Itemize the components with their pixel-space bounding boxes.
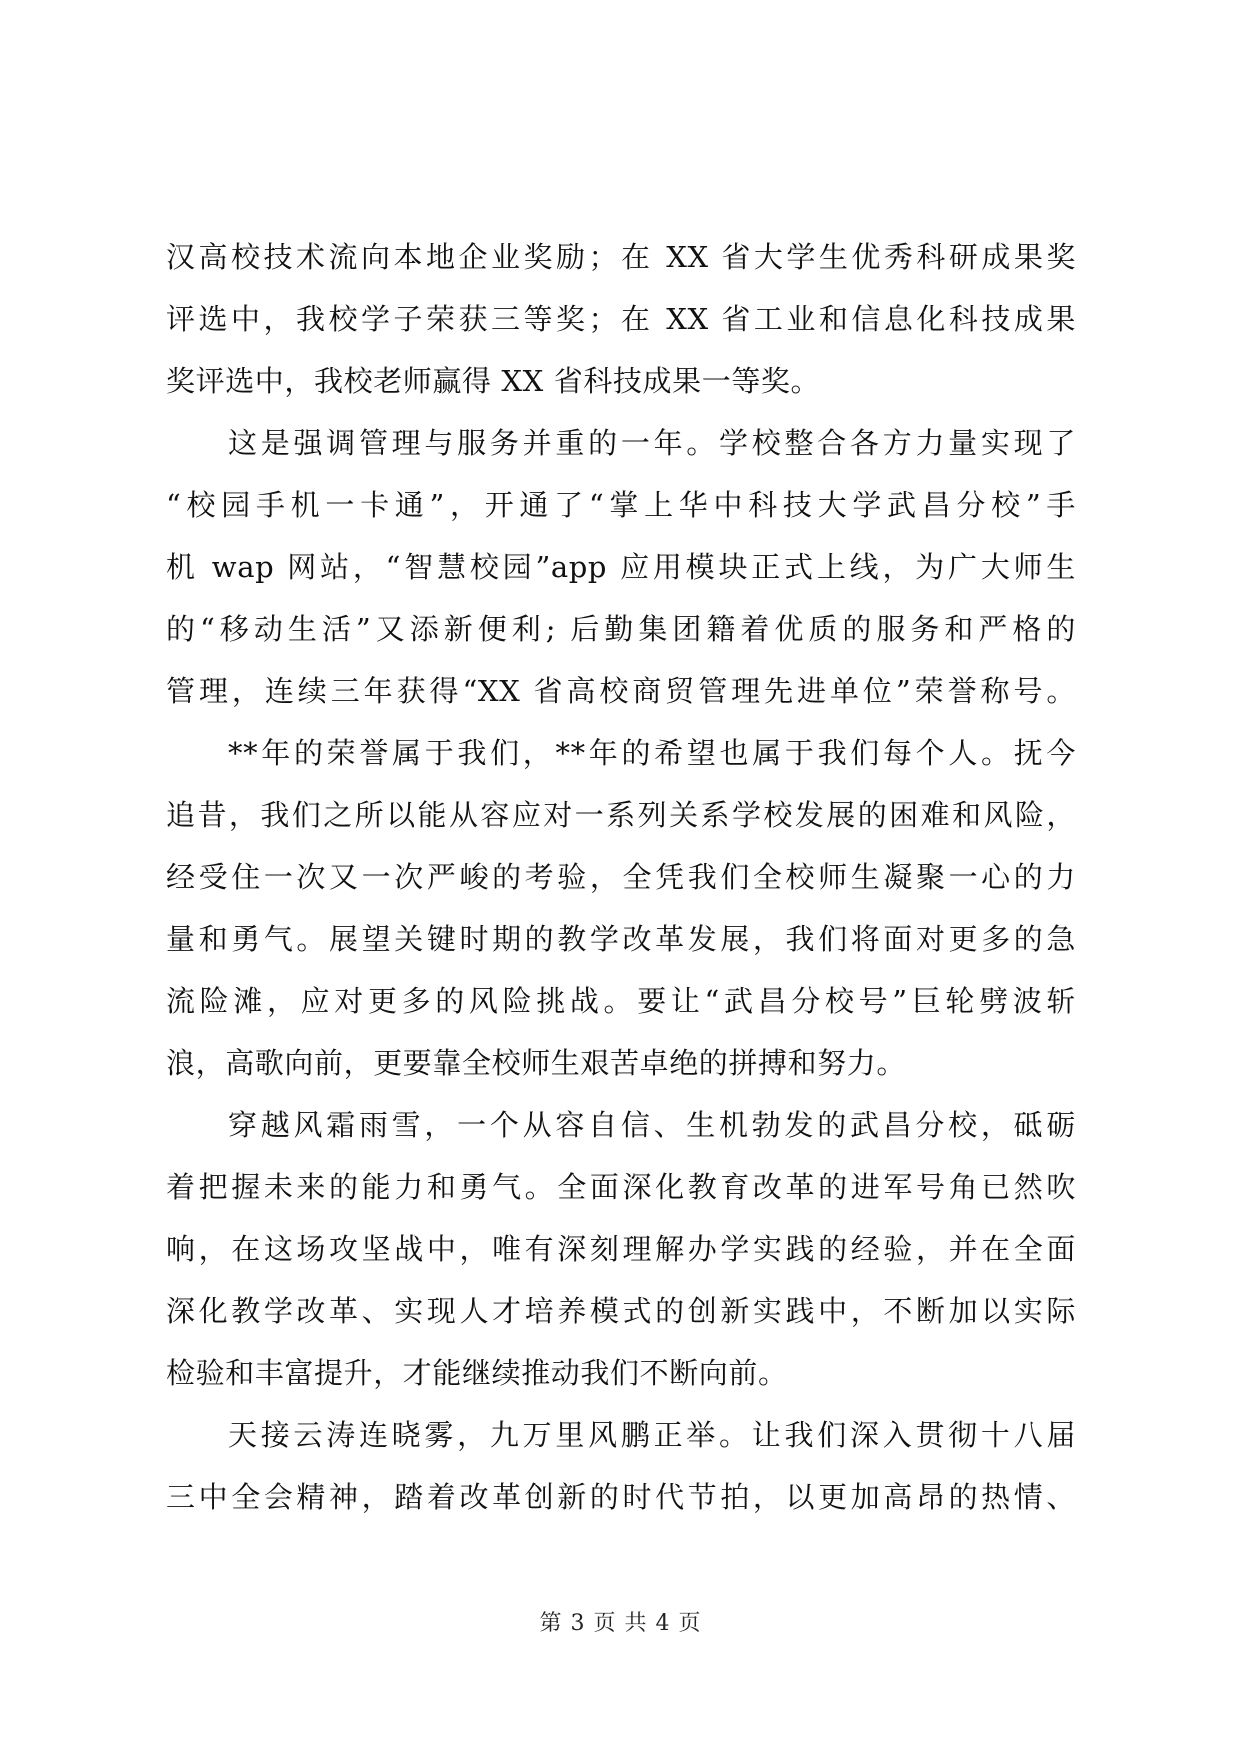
text-line: 浪，高歌向前，更要靠全校师生艰苦卓绝的拼搏和努力。 [166,1046,907,1080]
text-line: 流险滩，应对更多的风险挑战。要让“武昌分校号”巨轮劈波斩 [166,984,1076,1018]
paragraph-first-line: 天接云涛连晓雾，九万里风鹏正举。让我们深入贯彻十八届 [228,1418,1076,1452]
text-line: 检验和丰富提升，才能继续推动我们不断向前。 [166,1356,788,1390]
text-line: 三中全会精神，踏着改革创新的时代节拍，以更加高昂的热情、 [166,1480,1076,1514]
text-line: 奖评选中，我校老师赢得 XX 省科技成果一等奖。 [166,364,821,398]
page-number-footer: 第 3 页 共 4 页 [539,1611,702,1636]
text-line: 评选中，我校学子荣获三等奖；在 XX 省工业和信息化科技成果 [166,302,1076,336]
text-line: 响，在这场攻坚战中，唯有深刻理解办学实践的经验，并在全面 [166,1232,1076,1266]
text-line: 追昔，我们之所以能从容应对一系列关系学校发展的困难和风险， [166,798,1076,832]
paragraph-first-line: **年的荣誉属于我们，**年的希望也属于我们每个人。抚今 [228,736,1076,770]
text-line: 量和勇气。展望关键时期的教学改革发展，我们将面对更多的急 [166,922,1076,956]
paragraph-first-line: 穿越风霜雨雪，一个从容自信、生机勃发的武昌分校，砥砺 [228,1108,1076,1142]
text-line: 管理，连续三年获得“XX 省高校商贸管理先进单位”荣誉称号。 [166,674,1076,708]
paragraph-first-line: 这是强调管理与服务并重的一年。学校整合各方力量实现了 [228,426,1076,460]
text-line: 汉高校技术流向本地企业奖励；在 XX 省大学生优秀科研成果奖 [166,240,1076,274]
text-line: 的“移动生活”又添新便利; 后勤集团籍着优质的服务和严格的 [166,612,1076,646]
text-line: 深化教学改革、实现人才培养模式的创新实践中，不断加以实际 [166,1294,1076,1328]
text-line: 机 wap 网站，“智慧校园”app 应用模块正式上线，为广大师生 [166,550,1076,584]
text-line: 着把握未来的能力和勇气。全面深化教育改革的进军号角已然吹 [166,1170,1076,1204]
document-body [166,226,1076,1528]
text-line: 经受住一次又一次严峻的考验，全凭我们全校师生凝聚一心的力 [166,860,1076,894]
text-line: “校园手机一卡通”，开通了“掌上华中科技大学武昌分校”手 [166,488,1076,522]
